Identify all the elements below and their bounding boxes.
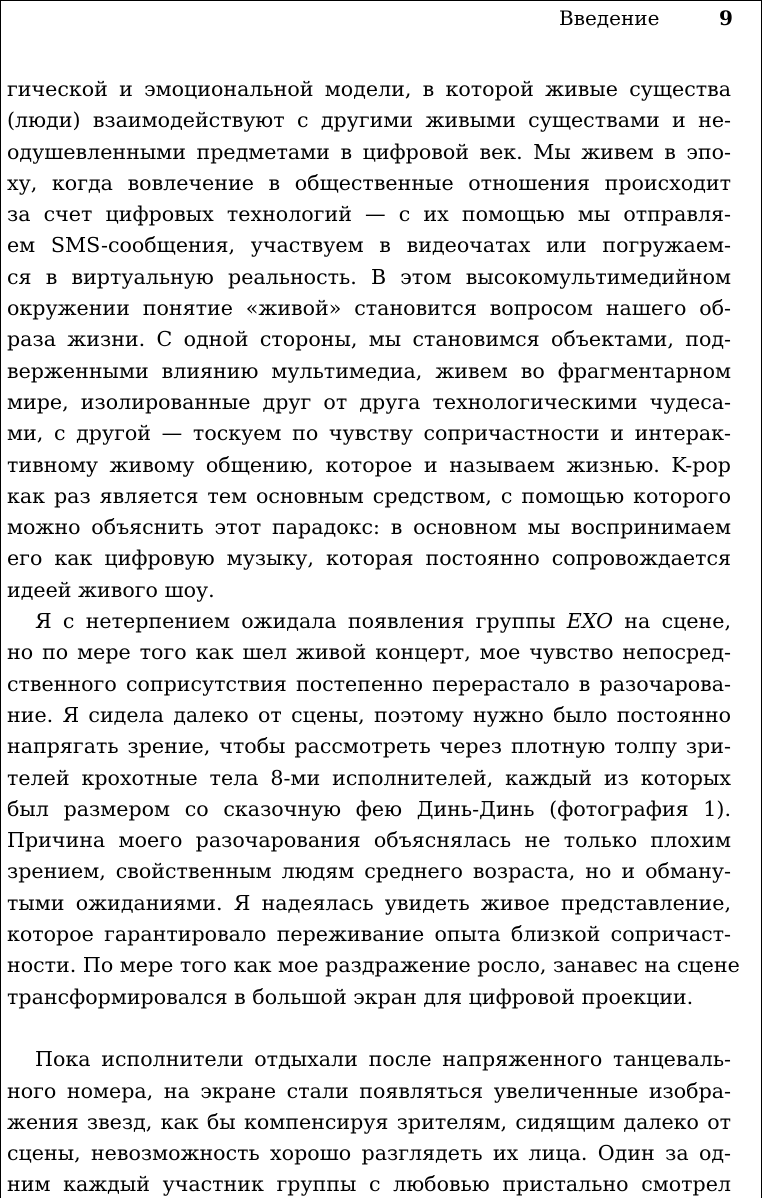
text-line: ся в виртуальную реальность. В этом высокомультимедийном (7, 264, 731, 289)
text-line: окружении понятие «живой» становится вопросом нашего об- (7, 296, 731, 321)
page-number: 9 (719, 6, 733, 30)
text-line: ми, с другой — тоскуем по чувству сопричастности и интерак- (7, 421, 731, 446)
text-fragment: на сцене, (613, 609, 731, 634)
paragraph-2 (7, 606, 740, 1013)
text-line: но по мере того как шел живой концерт, мое чувство непосред- (7, 640, 731, 665)
text-line: Пока исполнители отдыхали после напряженного танцеваль- (35, 1047, 731, 1072)
text-line: за счет цифровых технологий — с их помощью мы отправля- (7, 202, 731, 227)
text-line: мире, изолированные друг от друга технологическими чудеса- (7, 389, 731, 414)
text-line: которое гарантировало переживание опыта близкой сопричаст- (7, 922, 731, 947)
text-line: трансформировался в большой экран для цифровой проекции. (7, 984, 694, 1009)
text-line: (люди) взаимодействуют с другими живыми существами и не- (7, 108, 731, 133)
text-line: ности. По мере того как мое раздражение росло, занавес на сцене (7, 953, 740, 978)
text-line: ху, когда вовлечение в общественные отношения происходит (7, 170, 731, 195)
text-line: верженными влиянию мультимедиа, живем во фрагментарном (7, 358, 731, 383)
text-line: ственного соприсутствия постепенно перерастало в разочарова- (7, 671, 731, 696)
text-line: идеей живого шоу. (7, 577, 215, 602)
text-line: его как цифровую музыку, которая постоянно сопровождается (7, 546, 731, 571)
text-line: Причина моего разочарования объяснялась не только плохим (7, 828, 731, 853)
body-text (7, 74, 740, 1198)
running-header (1, 6, 761, 34)
text-line: ним каждый участник группы с любовью пристально смотрел (7, 1172, 731, 1197)
text-line: ем SMS-сообщения, участвуем в видеочатах или погружаем- (7, 233, 731, 258)
paragraph-1 (7, 74, 731, 606)
text-line: зрением, свойственным людям среднего возраста, но и обману- (7, 859, 731, 884)
paragraph-3 (7, 1044, 731, 1198)
text-line (7, 606, 731, 637)
text-line: напрягать зрение, чтобы рассмотреть через плотную толпу зри- (7, 734, 731, 759)
text-line: можно объяснить этот парадокс: в основном мы воспринимаем (7, 515, 731, 540)
chapter-title: Введение (559, 6, 660, 30)
text-line: тивному живому общению, которое и называем жизнью. K-pop (7, 452, 731, 477)
band-name: EXO (566, 609, 614, 634)
text-line: раза жизни. С одной стороны, мы становимся объектами, под- (7, 327, 731, 352)
text-line: ние. Я сидела далеко от сцены, поэтому нужно было постоянно (7, 702, 731, 727)
text-line: жения звезд, как бы компенсируя зрителям, сидящим далеко от (7, 1109, 731, 1134)
text-line: тыми ожиданиями. Я надеялась увидеть живое представление, (7, 890, 731, 915)
text-line: сцены, невозможность хорошо разглядеть их лица. Один за од- (7, 1141, 731, 1166)
text-line: был размером со сказочную фею Динь-Динь (фотография 1). (7, 796, 731, 821)
text-fragment: Я с нетерпением ожидала появления группы (35, 609, 567, 634)
text-line: телей крохотные тела 8-ми исполнителей, каждый из которых (7, 765, 731, 790)
text-line: как раз является тем основным средством, с помощью которого (7, 483, 731, 508)
text-line: ного номера, на экране стали появляться увеличенные изобра- (7, 1078, 731, 1103)
text-line: гической и эмоциональной модели, в которой живые существа (7, 77, 731, 101)
text-line: одушевленными предметами в цифровой век. Мы живем в эпо- (7, 139, 731, 164)
